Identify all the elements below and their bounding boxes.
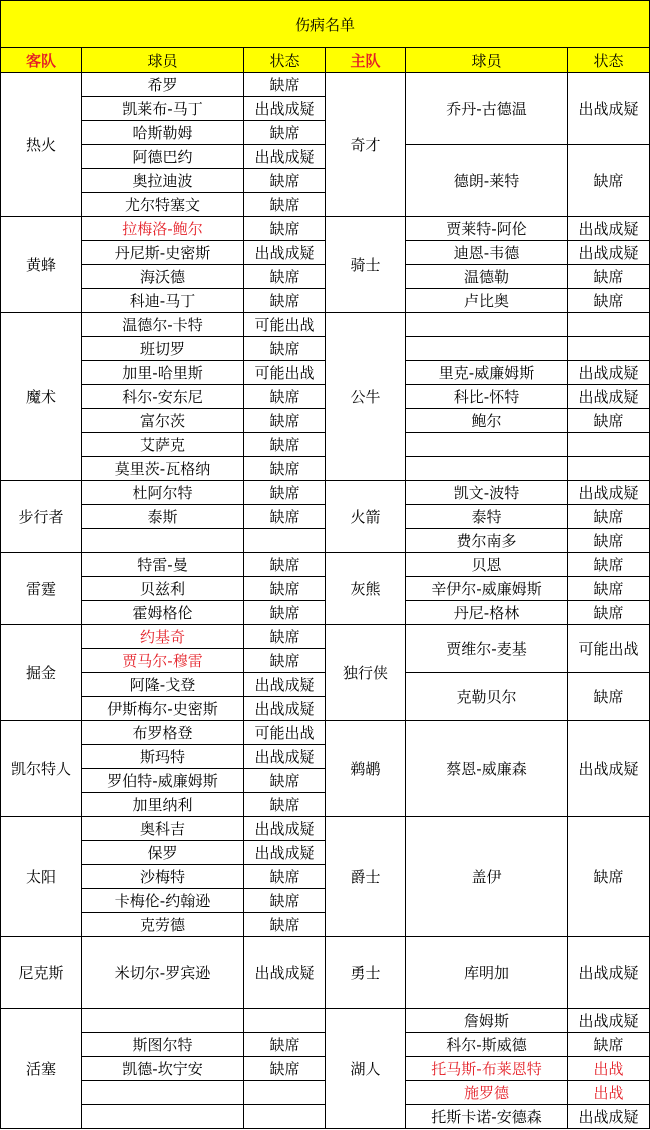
away-player-status: 缺席: [244, 625, 326, 649]
home-player-name: 克勒贝尔: [406, 673, 568, 721]
home-team-name: 骑士: [326, 217, 406, 313]
away-player-status: 出战成疑: [244, 841, 326, 865]
away-player-status: 出战成疑: [244, 937, 326, 1009]
away-player-name: 杜阿尔特: [82, 481, 244, 505]
away-player-status: 缺席: [244, 337, 326, 361]
away-player-name: 希罗: [82, 73, 244, 97]
home-player-status: 缺席: [568, 553, 650, 577]
away-player-status: 出战成疑: [244, 817, 326, 841]
home-team-name: 独行侠: [326, 625, 406, 721]
away-player-name: 班切罗: [82, 337, 244, 361]
away-player-name: 加里-哈里斯: [82, 361, 244, 385]
away-player-status: 缺席: [244, 865, 326, 889]
home-player-name: 科尔-斯威德: [406, 1033, 568, 1057]
away-player-name: 克劳德: [82, 913, 244, 937]
home-player-status: 出战成疑: [568, 385, 650, 409]
away-player-name: 富尔茨: [82, 409, 244, 433]
home-player-name: 盖伊: [406, 817, 568, 937]
home-player-name: 泰特: [406, 505, 568, 529]
away-player-status: [244, 1009, 326, 1033]
away-player-name: 凯德-坎宁安: [82, 1057, 244, 1081]
away-player-status: 可能出战: [244, 361, 326, 385]
away-player-name: 阿德巴约: [82, 145, 244, 169]
home-player-name: 迪恩-韦德: [406, 241, 568, 265]
away-player-name: 斯图尔特: [82, 1033, 244, 1057]
away-player-status: 出战成疑: [244, 697, 326, 721]
away-player-status: [244, 1081, 326, 1105]
home-player-name: 乔丹-古德温: [406, 73, 568, 145]
away-player-status: 缺席: [244, 505, 326, 529]
away-player-status: 缺席: [244, 793, 326, 817]
away-player-name: [82, 1009, 244, 1033]
away-player-name: 阿隆-戈登: [82, 673, 244, 697]
away-player-status: [244, 1105, 326, 1129]
home-player-name: 蔡恩-威廉森: [406, 721, 568, 817]
away-player-name: 拉梅洛-鲍尔: [82, 217, 244, 241]
away-player-name: 艾萨克: [82, 433, 244, 457]
away-player-status: 缺席: [244, 1057, 326, 1081]
home-player-name: [406, 433, 568, 457]
header-home: 主队: [326, 48, 406, 73]
home-player-name: [406, 457, 568, 481]
away-player-name: [82, 529, 244, 553]
away-player-status: 缺席: [244, 457, 326, 481]
home-player-name: 辛伊尔-威廉姆斯: [406, 577, 568, 601]
away-player-status: 缺席: [244, 121, 326, 145]
away-player-status: 缺席: [244, 433, 326, 457]
away-team-name: 热火: [0, 73, 82, 217]
home-player-name: 库明加: [406, 937, 568, 1009]
away-team-name: 凯尔特人: [0, 721, 82, 817]
away-player-name: 卡梅伦-约翰逊: [82, 889, 244, 913]
home-player-name: [406, 337, 568, 361]
home-player-name: 卢比奥: [406, 289, 568, 313]
home-player-status: 出战成疑: [568, 1009, 650, 1033]
away-player-name: 科尔-安东尼: [82, 385, 244, 409]
away-team-name: 雷霆: [0, 553, 82, 625]
away-player-name: 罗伯特-威廉姆斯: [82, 769, 244, 793]
away-player-name: 凯莱布-马丁: [82, 97, 244, 121]
home-player-name: 施罗德: [406, 1081, 568, 1105]
away-player-name: 贝兹利: [82, 577, 244, 601]
home-player-status: 缺席: [568, 577, 650, 601]
header-home-status: 状态: [568, 48, 650, 73]
away-team-name: 黄蜂: [0, 217, 82, 313]
home-player-name: [406, 313, 568, 337]
away-player-name: 保罗: [82, 841, 244, 865]
home-player-name: 贝恩: [406, 553, 568, 577]
home-player-name: 里克-威廉姆斯: [406, 361, 568, 385]
away-player-status: 缺席: [244, 385, 326, 409]
away-player-status: 出战成疑: [244, 241, 326, 265]
away-player-status: 缺席: [244, 913, 326, 937]
away-player-name: 米切尔-罗宾逊: [82, 937, 244, 1009]
home-player-status: [568, 313, 650, 337]
home-team-name: 爵士: [326, 817, 406, 937]
away-player-status: 缺席: [244, 601, 326, 625]
away-player-status: 缺席: [244, 169, 326, 193]
away-player-name: 特雷-曼: [82, 553, 244, 577]
away-player-name: 约基奇: [82, 625, 244, 649]
away-player-status: 缺席: [244, 265, 326, 289]
away-player-name: 丹尼斯-史密斯: [82, 241, 244, 265]
away-player-name: 泰斯: [82, 505, 244, 529]
away-player-name: 海沃德: [82, 265, 244, 289]
home-player-status: 缺席: [568, 145, 650, 217]
away-player-name: 奥拉迪波: [82, 169, 244, 193]
header-away-player: 球员: [82, 48, 244, 73]
home-player-status: 缺席: [568, 505, 650, 529]
home-player-name: 凯文-波特: [406, 481, 568, 505]
away-player-name: 科迪-马丁: [82, 289, 244, 313]
home-player-name: 德朗-莱特: [406, 145, 568, 217]
home-player-status: 出战成疑: [568, 217, 650, 241]
away-player-status: 出战成疑: [244, 745, 326, 769]
away-player-status: 缺席: [244, 193, 326, 217]
away-player-name: 哈斯勒姆: [82, 121, 244, 145]
home-team-name: 鹈鹕: [326, 721, 406, 817]
home-team-name: 勇士: [326, 937, 406, 1009]
away-player-status: 缺席: [244, 889, 326, 913]
home-player-name: 托马斯-布莱恩特: [406, 1057, 568, 1081]
home-player-status: 出战成疑: [568, 73, 650, 145]
away-player-status: 缺席: [244, 553, 326, 577]
home-player-status: 缺席: [568, 673, 650, 721]
home-player-status: 缺席: [568, 817, 650, 937]
home-player-status: 出战成疑: [568, 361, 650, 385]
away-player-name: [82, 1081, 244, 1105]
sheet-title: 伤病名单: [0, 0, 650, 48]
home-team-name: 公牛: [326, 313, 406, 481]
home-team-name: 灰熊: [326, 553, 406, 625]
away-player-status: 缺席: [244, 577, 326, 601]
away-player-status: 缺席: [244, 73, 326, 97]
home-player-name: 温德勒: [406, 265, 568, 289]
away-player-status: 出战成疑: [244, 673, 326, 697]
away-player-status: 缺席: [244, 409, 326, 433]
away-player-status: 缺席: [244, 481, 326, 505]
away-player-name: 尤尔特塞文: [82, 193, 244, 217]
away-player-status: 出战成疑: [244, 145, 326, 169]
away-player-status: 缺席: [244, 769, 326, 793]
home-player-name: 鲍尔: [406, 409, 568, 433]
home-player-status: 出战: [568, 1081, 650, 1105]
away-player-name: 布罗格登: [82, 721, 244, 745]
home-player-status: 出战成疑: [568, 721, 650, 817]
home-player-status: 出战成疑: [568, 937, 650, 1009]
home-player-status: 缺席: [568, 265, 650, 289]
away-player-status: [244, 529, 326, 553]
away-player-status: 缺席: [244, 217, 326, 241]
home-player-name: 科比-怀特: [406, 385, 568, 409]
away-player-name: 沙梅特: [82, 865, 244, 889]
away-player-name: 莫里茨-瓦格纳: [82, 457, 244, 481]
home-player-name: 詹姆斯: [406, 1009, 568, 1033]
away-player-status: 缺席: [244, 1033, 326, 1057]
header-away-status: 状态: [244, 48, 326, 73]
away-team-name: 活塞: [0, 1009, 82, 1129]
home-player-status: [568, 457, 650, 481]
away-player-status: 可能出战: [244, 313, 326, 337]
home-player-status: 出战: [568, 1057, 650, 1081]
away-team-name: 尼克斯: [0, 937, 82, 1009]
away-player-name: 斯玛特: [82, 745, 244, 769]
home-player-status: 缺席: [568, 1033, 650, 1057]
away-team-name: 魔术: [0, 313, 82, 481]
away-player-status: 可能出战: [244, 721, 326, 745]
away-team-name: 太阳: [0, 817, 82, 937]
away-player-name: 奥科吉: [82, 817, 244, 841]
away-team-name: 步行者: [0, 481, 82, 553]
home-player-status: 出战成疑: [568, 481, 650, 505]
home-player-status: 缺席: [568, 601, 650, 625]
home-player-name: 贾莱特-阿伦: [406, 217, 568, 241]
away-team-name: 掘金: [0, 625, 82, 721]
home-player-status: 缺席: [568, 529, 650, 553]
away-player-name: 伊斯梅尔-史密斯: [82, 697, 244, 721]
home-player-name: 丹尼-格林: [406, 601, 568, 625]
home-team-name: 火箭: [326, 481, 406, 553]
home-player-status: 可能出战: [568, 625, 650, 673]
header-home-player: 球员: [406, 48, 568, 73]
home-player-status: [568, 433, 650, 457]
away-player-name: 温德尔-卡特: [82, 313, 244, 337]
home-team-name: 奇才: [326, 73, 406, 217]
away-player-name: 霍姆格伦: [82, 601, 244, 625]
home-player-status: [568, 337, 650, 361]
home-player-status: 缺席: [568, 409, 650, 433]
home-player-name: 托斯卡诺-安德森: [406, 1105, 568, 1129]
home-player-status: 出战成疑: [568, 1105, 650, 1129]
away-player-name: 贾马尔-穆雷: [82, 649, 244, 673]
away-player-status: 出战成疑: [244, 97, 326, 121]
away-player-name: 加里纳利: [82, 793, 244, 817]
away-player-status: 缺席: [244, 289, 326, 313]
home-player-name: 贾维尔-麦基: [406, 625, 568, 673]
home-player-name: 费尔南多: [406, 529, 568, 553]
away-player-name: [82, 1105, 244, 1129]
home-team-name: 湖人: [326, 1009, 406, 1129]
home-player-status: 缺席: [568, 289, 650, 313]
header-away: 客队: [0, 48, 82, 73]
home-player-status: 出战成疑: [568, 241, 650, 265]
away-player-status: 缺席: [244, 649, 326, 673]
